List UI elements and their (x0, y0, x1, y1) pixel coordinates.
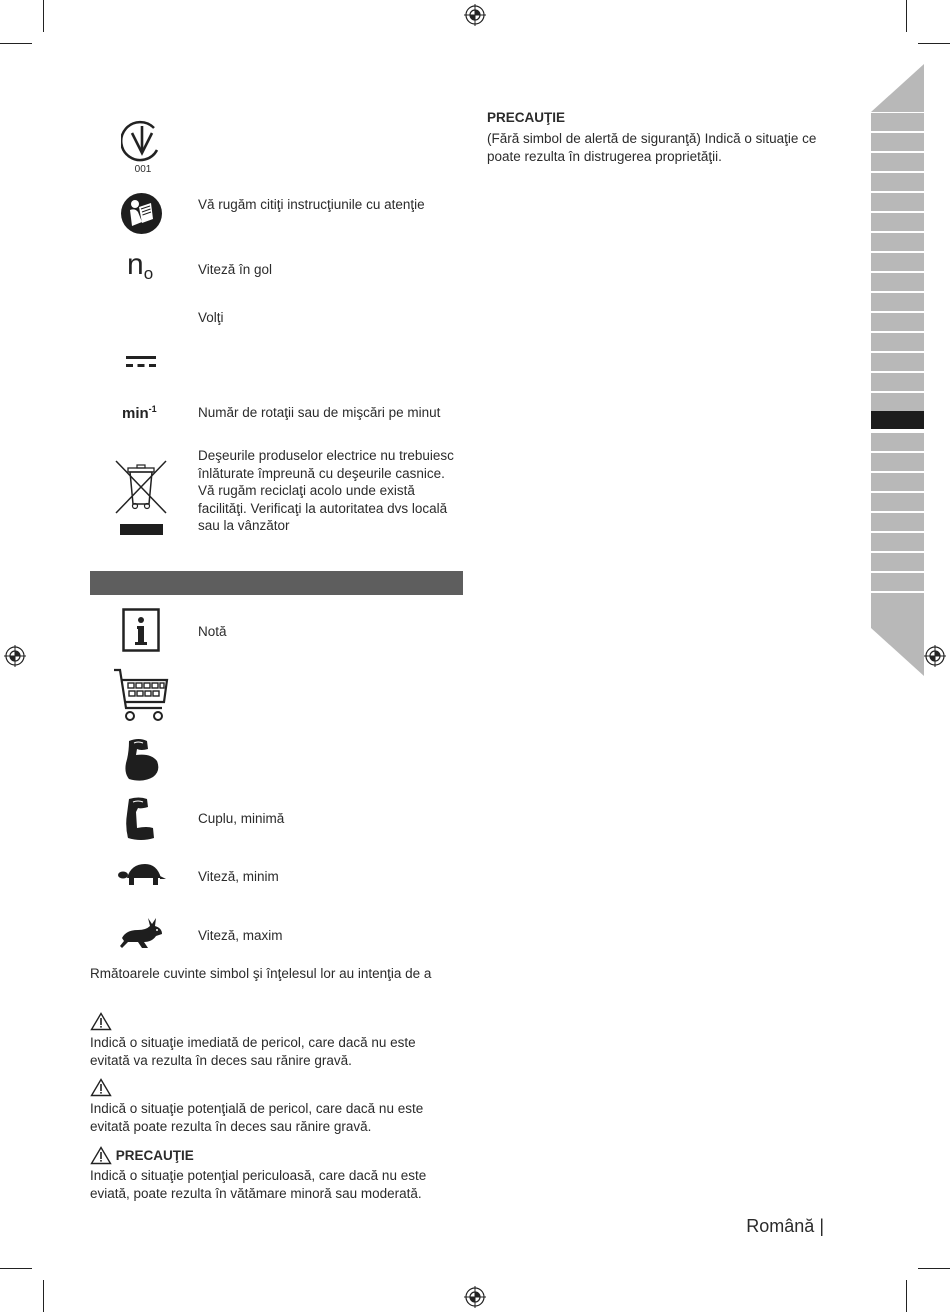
thumb-tab (871, 293, 924, 311)
turtle-speed-min-icon (117, 862, 167, 890)
certification-code: 001 (134, 164, 152, 175)
crop-mark (906, 1280, 907, 1312)
crop-mark (918, 43, 950, 44)
thumb-tab (871, 113, 924, 131)
no-load-symbol-sub: o (143, 264, 154, 283)
min-symbol (122, 404, 157, 422)
thumb-tab (871, 553, 924, 571)
thumb-tab (871, 353, 924, 371)
torque-max-arm-icon (121, 737, 163, 783)
thumb-tab (871, 313, 924, 331)
thumb-tab (871, 213, 924, 231)
crop-mark (0, 43, 32, 44)
thumb-tab (871, 393, 924, 411)
direct-current-icon (126, 356, 156, 370)
thumb-tab (871, 493, 924, 511)
thumb-tab (871, 133, 924, 151)
notice-text: (Fără simbol de alertă de siguranţă) Indică o situaţie ce poate rezulta în distrugerea proprietăţii. (487, 131, 817, 164)
registration-mark-icon (464, 1286, 486, 1308)
thumb-tab (871, 273, 924, 291)
registration-mark-icon (464, 4, 486, 26)
shopping-cart-icon (112, 666, 170, 724)
no-load-symbol-n: n (127, 248, 144, 281)
torque-min-arm-icon (121, 796, 161, 842)
notice-heading: PRECAUŢIE (487, 110, 566, 125)
thumb-tab (871, 610, 924, 628)
caution-label: PRECAUŢIE (115, 1147, 194, 1163)
read-instructions-text: Vă rugăm citiţi instrucţiunile cu atenţie (198, 197, 425, 212)
thumb-tab (871, 333, 924, 351)
thumb-tab (871, 173, 924, 191)
caution-triangle-icon (90, 1146, 112, 1165)
min-symbol-text: min (122, 405, 149, 422)
caution-heading (90, 1145, 194, 1165)
crop-mark (0, 1268, 32, 1269)
note-text: Notă (198, 624, 227, 639)
min-symbol-sup: -1 (148, 404, 157, 414)
read-manual-icon (120, 192, 163, 235)
thumb-tab (871, 573, 924, 591)
registration-mark-icon (924, 645, 946, 667)
thumb-index-bottom-triangle-icon (871, 628, 924, 676)
thumb-tab-active (871, 411, 924, 429)
thumb-tab (871, 513, 924, 531)
section-header-bar (90, 571, 463, 595)
thumb-tab (871, 193, 924, 211)
no-load-speed-text: Viteză în gol (198, 262, 273, 277)
danger-warning-triangle-icon (90, 1012, 112, 1031)
torque-min-text: Cuplu, minimă (198, 811, 285, 826)
footer-language: Română | (746, 1216, 824, 1236)
caution-text: Indică o situaţie potenţial periculoasă, care dacă nu este eviată, poate rezulta în vătămare minoră sau moderată. (90, 1168, 427, 1201)
warning-text: Indică o situaţie potenţială de pericol, care dacă nu este evitată poate rezulta în deces sau rănire gravă. (90, 1101, 424, 1134)
volts-text: Volţi (198, 310, 224, 325)
crop-mark (43, 0, 44, 32)
thumb-index-top-triangle-icon (871, 64, 924, 112)
thumb-tab (871, 533, 924, 551)
info-note-icon (122, 608, 160, 652)
thumb-tab (871, 433, 924, 451)
rabbit-speed-max-icon (118, 916, 164, 952)
thumb-tab (871, 233, 924, 251)
crop-mark (906, 0, 907, 32)
crop-mark (918, 1268, 950, 1269)
thumb-tab (871, 153, 924, 171)
weee-text: Deşeurile produselor electrice nu trebuiesc înlăturate împreună cu deşeurile casnice. Vă rugăm reciclaţi acolo unde există facilităţi. Verificaţi la autoritatea dvs locală sau la vânzător (198, 448, 454, 533)
speed-max-text: Viteză, maxim (198, 928, 283, 943)
thumb-tab (871, 593, 924, 611)
weee-crossed-bin-icon (113, 458, 169, 538)
no-load-speed-symbol (127, 250, 153, 284)
registration-mark-icon (4, 645, 26, 667)
warning-triangle-icon (90, 1078, 112, 1097)
speed-min-text: Viteză, minim (198, 869, 279, 884)
thumb-index-tabs (871, 113, 924, 628)
thumb-tab (871, 373, 924, 391)
thumb-tab (871, 253, 924, 271)
thumb-tab (871, 453, 924, 471)
danger-text: Indică o situaţie imediată de pericol, care dacă nu este evitată va rezulta în deces sau rănire gravă. (90, 1035, 416, 1068)
thumb-tab (871, 473, 924, 491)
crop-mark (43, 1280, 44, 1312)
rpm-text: Număr de rotaţii sau de mişcări pe minut (198, 405, 441, 420)
signal-words-intro: Rmătoarele cuvinte simbol şi înţelesul lor au intenţia de a (90, 966, 432, 981)
certification-mark-icon (121, 120, 163, 164)
